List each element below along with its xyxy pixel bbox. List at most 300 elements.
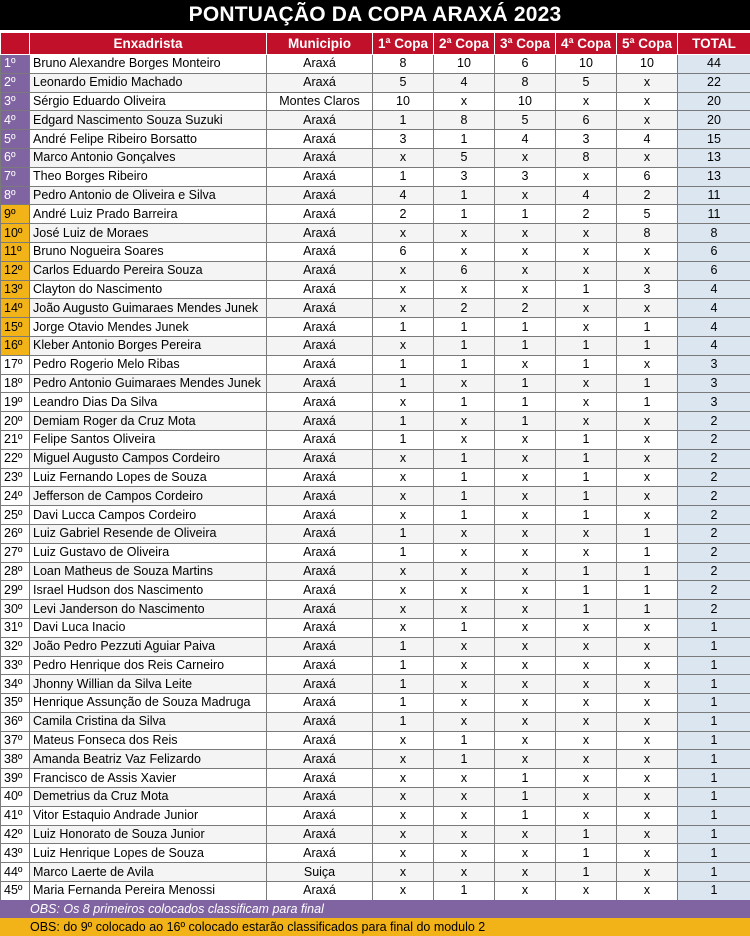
cup-2-score-cell: x xyxy=(434,712,495,731)
table-row xyxy=(1,148,750,167)
cup-4-score-cell: 4 xyxy=(556,186,617,205)
cup-4-score-cell: 1 xyxy=(556,581,617,600)
cup-3-score-cell: 8 xyxy=(495,73,556,92)
cup-5-score-cell: 1 xyxy=(617,600,678,619)
total-score-cell: 15 xyxy=(678,130,750,149)
position-cell: 26º xyxy=(1,524,30,543)
player-name-cell: André Felipe Ribeiro Borsatto xyxy=(30,130,267,149)
cup-4-score-cell: x xyxy=(556,788,617,807)
cup-1-score-cell: x xyxy=(373,393,434,412)
cup-4-score-cell: x xyxy=(556,656,617,675)
cup-2-score-cell: 1 xyxy=(434,393,495,412)
city-cell: Araxá xyxy=(267,318,373,337)
cup-4-score-cell: x xyxy=(556,242,617,261)
position-cell: 34º xyxy=(1,675,30,694)
cup-1-score-cell: x xyxy=(373,299,434,318)
table-row xyxy=(1,186,750,205)
cup-1-score-cell: 1 xyxy=(373,656,434,675)
cup-2-score-cell: 1 xyxy=(434,205,495,224)
player-name-cell: Luiz Henrique Lopes de Souza xyxy=(30,844,267,863)
total-score-cell: 6 xyxy=(678,242,750,261)
note-module2-text: OBS: do 9º colocado ao 16º colocado estarão classificados para final do modulo 2 xyxy=(30,920,486,934)
cup-5-score-cell: 10 xyxy=(617,55,678,74)
total-score-cell: 1 xyxy=(678,806,750,825)
cup-3-score-cell: 1 xyxy=(495,205,556,224)
cup-5-score-cell: x xyxy=(617,731,678,750)
cup-4-score-cell: 1 xyxy=(556,600,617,619)
cup-4-score-cell: x xyxy=(556,374,617,393)
cup-1-score-cell: 2 xyxy=(373,205,434,224)
cup-3-score-cell: x xyxy=(495,694,556,713)
total-score-cell: 2 xyxy=(678,468,750,487)
cup-2-score-cell: x xyxy=(434,412,495,431)
cup-5-score-cell: 6 xyxy=(617,167,678,186)
note-module2-qualifiers xyxy=(0,918,750,936)
cup-1-score-cell: 6 xyxy=(373,242,434,261)
cup-4-score-cell: x xyxy=(556,731,617,750)
cup-4-score-cell: 5 xyxy=(556,73,617,92)
position-cell: 24º xyxy=(1,487,30,506)
city-cell: Araxá xyxy=(267,543,373,562)
total-score-cell: 22 xyxy=(678,73,750,92)
cup-4-score-cell: x xyxy=(556,675,617,694)
cup-5-score-cell: x xyxy=(617,412,678,431)
cup-2-score-cell: 5 xyxy=(434,148,495,167)
cup-3-score-cell: x xyxy=(495,750,556,769)
city-cell: Araxá xyxy=(267,242,373,261)
cup-4-score-cell: x xyxy=(556,393,617,412)
player-name-cell: Levi Janderson do Nascimento xyxy=(30,600,267,619)
player-name-cell: Kleber Antonio Borges Pereira xyxy=(30,336,267,355)
cup-5-score-cell: 1 xyxy=(617,562,678,581)
cup-4-score-cell: 1 xyxy=(556,449,617,468)
table-row xyxy=(1,618,750,637)
cup-3-score-cell: 3 xyxy=(495,167,556,186)
table-row xyxy=(1,468,750,487)
cup-2-score-cell: x xyxy=(434,694,495,713)
cup-5-score-cell: 1 xyxy=(617,393,678,412)
cup-5-score-cell: 5 xyxy=(617,205,678,224)
position-cell: 2º xyxy=(1,73,30,92)
total-score-cell: 1 xyxy=(678,675,750,694)
cup-5-score-cell: x xyxy=(617,430,678,449)
cup-4-score-cell: 2 xyxy=(556,205,617,224)
total-score-cell: 1 xyxy=(678,844,750,863)
header-cup-2: 2ª Copa xyxy=(434,33,495,55)
cup-1-score-cell: 1 xyxy=(373,167,434,186)
position-cell: 28º xyxy=(1,562,30,581)
total-score-cell: 2 xyxy=(678,449,750,468)
cup-1-score-cell: x xyxy=(373,806,434,825)
cup-5-score-cell: x xyxy=(617,242,678,261)
cup-1-score-cell: 1 xyxy=(373,637,434,656)
city-cell: Araxá xyxy=(267,393,373,412)
cup-4-score-cell: x xyxy=(556,618,617,637)
cup-2-score-cell: 8 xyxy=(434,111,495,130)
cup-1-score-cell: x xyxy=(373,825,434,844)
cup-1-score-cell: 3 xyxy=(373,130,434,149)
player-name-cell: Bruno Alexandre Borges Monteiro xyxy=(30,55,267,74)
header-cup-3: 3ª Copa xyxy=(495,33,556,55)
cup-4-score-cell: x xyxy=(556,750,617,769)
player-name-cell: Marco Antonio Gonçalves xyxy=(30,148,267,167)
player-name-cell: Jorge Otavio Mendes Junek xyxy=(30,318,267,337)
cup-2-score-cell: x xyxy=(434,675,495,694)
city-cell: Araxá xyxy=(267,468,373,487)
cup-3-score-cell: 1 xyxy=(495,412,556,431)
cup-5-score-cell: x xyxy=(617,506,678,525)
position-cell: 1º xyxy=(1,55,30,74)
cup-5-score-cell: x xyxy=(617,487,678,506)
table-row xyxy=(1,355,750,374)
position-cell: 44º xyxy=(1,863,30,882)
total-score-cell: 1 xyxy=(678,788,750,807)
cup-2-score-cell: x xyxy=(434,825,495,844)
cup-1-score-cell: x xyxy=(373,581,434,600)
cup-4-score-cell: 3 xyxy=(556,130,617,149)
cup-4-score-cell: 1 xyxy=(556,863,617,882)
cup-4-score-cell: 10 xyxy=(556,55,617,74)
city-cell: Araxá xyxy=(267,280,373,299)
position-cell: 5º xyxy=(1,130,30,149)
table-row xyxy=(1,111,750,130)
cup-5-score-cell: 8 xyxy=(617,224,678,243)
position-cell: 43º xyxy=(1,844,30,863)
player-name-cell: Jhonny Willian da Silva Leite xyxy=(30,675,267,694)
table-row xyxy=(1,393,750,412)
table-row xyxy=(1,882,750,901)
position-cell: 3º xyxy=(1,92,30,111)
cup-2-score-cell: x xyxy=(434,844,495,863)
cup-4-score-cell: 8 xyxy=(556,148,617,167)
cup-1-score-cell: x xyxy=(373,882,434,901)
cup-1-score-cell: x xyxy=(373,261,434,280)
cup-3-score-cell: x xyxy=(495,863,556,882)
cup-1-score-cell: x xyxy=(373,731,434,750)
player-name-cell: Theo Borges Ribeiro xyxy=(30,167,267,186)
position-cell: 27º xyxy=(1,543,30,562)
total-score-cell: 2 xyxy=(678,562,750,581)
cup-4-score-cell: 1 xyxy=(556,506,617,525)
cup-3-score-cell: x xyxy=(495,844,556,863)
cup-3-score-cell: x xyxy=(495,581,556,600)
cup-3-score-cell: 1 xyxy=(495,318,556,337)
cup-1-score-cell: x xyxy=(373,788,434,807)
cup-4-score-cell: 1 xyxy=(556,562,617,581)
cup-3-score-cell: x xyxy=(495,618,556,637)
cup-3-score-cell: 1 xyxy=(495,806,556,825)
player-name-cell: Leonardo Emidio Machado xyxy=(30,73,267,92)
position-cell: 11º xyxy=(1,242,30,261)
cup-3-score-cell: x xyxy=(495,675,556,694)
position-cell: 21º xyxy=(1,430,30,449)
cup-3-score-cell: 4 xyxy=(495,130,556,149)
position-cell: 17º xyxy=(1,355,30,374)
position-cell: 20º xyxy=(1,412,30,431)
cup-5-score-cell: x xyxy=(617,468,678,487)
player-name-cell: Camila Cristina da Silva xyxy=(30,712,267,731)
cup-4-score-cell: x xyxy=(556,224,617,243)
cup-3-score-cell: x xyxy=(495,148,556,167)
cup-3-score-cell: x xyxy=(495,468,556,487)
table-row xyxy=(1,712,750,731)
city-cell: Araxá xyxy=(267,355,373,374)
city-cell: Araxá xyxy=(267,412,373,431)
player-name-cell: Luiz Honorato de Souza Junior xyxy=(30,825,267,844)
ranking-table xyxy=(0,32,750,901)
city-cell: Araxá xyxy=(267,581,373,600)
cup-2-score-cell: x xyxy=(434,581,495,600)
cup-5-score-cell: 1 xyxy=(617,524,678,543)
cup-2-score-cell: x xyxy=(434,224,495,243)
cup-3-score-cell: x xyxy=(495,224,556,243)
city-cell: Araxá xyxy=(267,374,373,393)
cup-4-score-cell: 1 xyxy=(556,430,617,449)
player-name-cell: Sérgio Eduardo Oliveira xyxy=(30,92,267,111)
player-name-cell: Davi Luca Inacio xyxy=(30,618,267,637)
total-score-cell: 13 xyxy=(678,167,750,186)
player-name-cell: Leandro Dias Da Silva xyxy=(30,393,267,412)
cup-5-score-cell: x xyxy=(617,675,678,694)
total-score-cell: 1 xyxy=(678,712,750,731)
header-row xyxy=(1,33,750,55)
cup-1-score-cell: 1 xyxy=(373,430,434,449)
total-score-cell: 11 xyxy=(678,186,750,205)
position-cell: 7º xyxy=(1,167,30,186)
cup-4-score-cell: x xyxy=(556,167,617,186)
position-cell: 45º xyxy=(1,882,30,901)
position-cell: 25º xyxy=(1,506,30,525)
city-cell: Araxá xyxy=(267,882,373,901)
table-row xyxy=(1,261,750,280)
city-cell: Araxá xyxy=(267,618,373,637)
cup-4-score-cell: x xyxy=(556,806,617,825)
cup-4-score-cell: 1 xyxy=(556,825,617,844)
player-name-cell: Bruno Nogueira Soares xyxy=(30,242,267,261)
table-row xyxy=(1,242,750,261)
city-cell: Araxá xyxy=(267,788,373,807)
cup-2-score-cell: x xyxy=(434,543,495,562)
cup-2-score-cell: x xyxy=(434,430,495,449)
cup-5-score-cell: x xyxy=(617,148,678,167)
cup-1-score-cell: 1 xyxy=(373,694,434,713)
table-row xyxy=(1,656,750,675)
cup-2-score-cell: 1 xyxy=(434,731,495,750)
header-total: TOTAL xyxy=(678,33,750,55)
cup-2-score-cell: x xyxy=(434,524,495,543)
cup-1-score-cell: 1 xyxy=(373,374,434,393)
cup-2-score-cell: x xyxy=(434,374,495,393)
cup-4-score-cell: x xyxy=(556,637,617,656)
cup-4-score-cell: x xyxy=(556,261,617,280)
city-cell: Araxá xyxy=(267,731,373,750)
table-row xyxy=(1,55,750,74)
player-name-cell: Marco Laerte de Avila xyxy=(30,863,267,882)
table-row xyxy=(1,524,750,543)
cup-2-score-cell: x xyxy=(434,806,495,825)
total-score-cell: 2 xyxy=(678,412,750,431)
cup-2-score-cell: 3 xyxy=(434,167,495,186)
table-row xyxy=(1,205,750,224)
city-cell: Araxá xyxy=(267,694,373,713)
city-cell: Araxá xyxy=(267,825,373,844)
cup-1-score-cell: 1 xyxy=(373,355,434,374)
total-score-cell: 4 xyxy=(678,280,750,299)
table-row xyxy=(1,167,750,186)
position-cell: 9º xyxy=(1,205,30,224)
city-cell: Araxá xyxy=(267,769,373,788)
cup-1-score-cell: 8 xyxy=(373,55,434,74)
cup-2-score-cell: 2 xyxy=(434,299,495,318)
cup-5-score-cell: x xyxy=(617,618,678,637)
player-name-cell: Henrique Assunção de Souza Madruga xyxy=(30,694,267,713)
table-row xyxy=(1,543,750,562)
player-name-cell: Demiam Roger da Cruz Mota xyxy=(30,412,267,431)
cup-1-score-cell: x xyxy=(373,600,434,619)
player-name-cell: Clayton do Nascimento xyxy=(30,280,267,299)
cup-3-score-cell: x xyxy=(495,355,556,374)
cup-2-score-cell: x xyxy=(434,863,495,882)
header-player: Enxadrista xyxy=(30,33,267,55)
city-cell: Araxá xyxy=(267,750,373,769)
total-score-cell: 2 xyxy=(678,543,750,562)
table-row xyxy=(1,299,750,318)
cup-1-score-cell: 1 xyxy=(373,675,434,694)
cup-1-score-cell: x xyxy=(373,224,434,243)
city-cell: Araxá xyxy=(267,336,373,355)
city-cell: Suiça xyxy=(267,863,373,882)
total-score-cell: 1 xyxy=(678,863,750,882)
player-name-cell: Pedro Antonio de Oliveira e Silva xyxy=(30,186,267,205)
cup-3-score-cell: 10 xyxy=(495,92,556,111)
table-row xyxy=(1,412,750,431)
player-name-cell: Vitor Estaquio Andrade Junior xyxy=(30,806,267,825)
player-name-cell: Jefferson de Campos Cordeiro xyxy=(30,487,267,506)
cup-2-score-cell: 1 xyxy=(434,487,495,506)
cup-3-score-cell: x xyxy=(495,562,556,581)
cup-4-score-cell: 1 xyxy=(556,487,617,506)
cup-5-score-cell: x xyxy=(617,863,678,882)
cup-2-score-cell: 1 xyxy=(434,449,495,468)
cup-5-score-cell: x xyxy=(617,637,678,656)
table-row xyxy=(1,750,750,769)
table-row xyxy=(1,581,750,600)
cup-3-score-cell: x xyxy=(495,656,556,675)
cup-2-score-cell: 1 xyxy=(434,318,495,337)
cup-2-score-cell: 1 xyxy=(434,186,495,205)
cup-5-score-cell: x xyxy=(617,825,678,844)
cup-5-score-cell: 1 xyxy=(617,374,678,393)
table-row xyxy=(1,73,750,92)
city-cell: Araxá xyxy=(267,844,373,863)
cup-1-score-cell: x xyxy=(373,863,434,882)
city-cell: Araxá xyxy=(267,224,373,243)
cup-4-score-cell: 1 xyxy=(556,844,617,863)
position-cell: 16º xyxy=(1,336,30,355)
cup-4-score-cell: 6 xyxy=(556,111,617,130)
position-cell: 12º xyxy=(1,261,30,280)
cup-1-score-cell: 1 xyxy=(373,524,434,543)
player-name-cell: Carlos Eduardo Pereira Souza xyxy=(30,261,267,280)
cup-5-score-cell: 2 xyxy=(617,186,678,205)
cup-5-score-cell: x xyxy=(617,656,678,675)
cup-2-score-cell: x xyxy=(434,656,495,675)
table-row xyxy=(1,449,750,468)
position-cell: 31º xyxy=(1,618,30,637)
cup-2-score-cell: x xyxy=(434,769,495,788)
total-score-cell: 6 xyxy=(678,261,750,280)
cup-2-score-cell: x xyxy=(434,788,495,807)
table-row xyxy=(1,675,750,694)
cup-2-score-cell: x xyxy=(434,92,495,111)
city-cell: Araxá xyxy=(267,675,373,694)
header-cup-4: 4ª Copa xyxy=(556,33,617,55)
cup-2-score-cell: 6 xyxy=(434,261,495,280)
total-score-cell: 4 xyxy=(678,299,750,318)
position-cell: 37º xyxy=(1,731,30,750)
cup-4-score-cell: x xyxy=(556,712,617,731)
city-cell: Araxá xyxy=(267,73,373,92)
cup-2-score-cell: 10 xyxy=(434,55,495,74)
cup-4-score-cell: 1 xyxy=(556,468,617,487)
cup-2-score-cell: 4 xyxy=(434,73,495,92)
table-row xyxy=(1,430,750,449)
player-name-cell: Amanda Beatriz Vaz Felizardo xyxy=(30,750,267,769)
cup-3-score-cell: x xyxy=(495,430,556,449)
position-cell: 32º xyxy=(1,637,30,656)
cup-3-score-cell: x xyxy=(495,731,556,750)
cup-5-score-cell: 1 xyxy=(617,543,678,562)
player-name-cell: Felipe Santos Oliveira xyxy=(30,430,267,449)
player-name-cell: Miguel Augusto Campos Cordeiro xyxy=(30,449,267,468)
city-cell: Araxá xyxy=(267,524,373,543)
cup-5-score-cell: x xyxy=(617,806,678,825)
cup-3-score-cell: 1 xyxy=(495,769,556,788)
cup-2-score-cell: x xyxy=(434,600,495,619)
cup-3-score-cell: x xyxy=(495,825,556,844)
table-row xyxy=(1,506,750,525)
position-cell: 38º xyxy=(1,750,30,769)
table-row xyxy=(1,487,750,506)
table-row xyxy=(1,280,750,299)
table-row xyxy=(1,562,750,581)
cup-5-score-cell: x xyxy=(617,73,678,92)
position-cell: 19º xyxy=(1,393,30,412)
cup-1-score-cell: 1 xyxy=(373,318,434,337)
cup-1-score-cell: x xyxy=(373,449,434,468)
player-name-cell: Luiz Gabriel Resende de Oliveira xyxy=(30,524,267,543)
cup-3-score-cell: x xyxy=(495,506,556,525)
cup-5-score-cell: x xyxy=(617,882,678,901)
position-cell: 18º xyxy=(1,374,30,393)
total-score-cell: 2 xyxy=(678,524,750,543)
cup-3-score-cell: x xyxy=(495,543,556,562)
cup-4-score-cell: 1 xyxy=(556,336,617,355)
player-name-cell: Maria Fernanda Pereira Menossi xyxy=(30,882,267,901)
position-cell: 4º xyxy=(1,111,30,130)
city-cell: Araxá xyxy=(267,111,373,130)
position-cell: 42º xyxy=(1,825,30,844)
position-cell: 35º xyxy=(1,694,30,713)
city-cell: Araxá xyxy=(267,806,373,825)
total-score-cell: 1 xyxy=(678,825,750,844)
table-row xyxy=(1,769,750,788)
cup-3-score-cell: x xyxy=(495,637,556,656)
cup-1-score-cell: x xyxy=(373,280,434,299)
cup-2-score-cell: 1 xyxy=(434,882,495,901)
cup-1-score-cell: 10 xyxy=(373,92,434,111)
position-cell: 30º xyxy=(1,600,30,619)
